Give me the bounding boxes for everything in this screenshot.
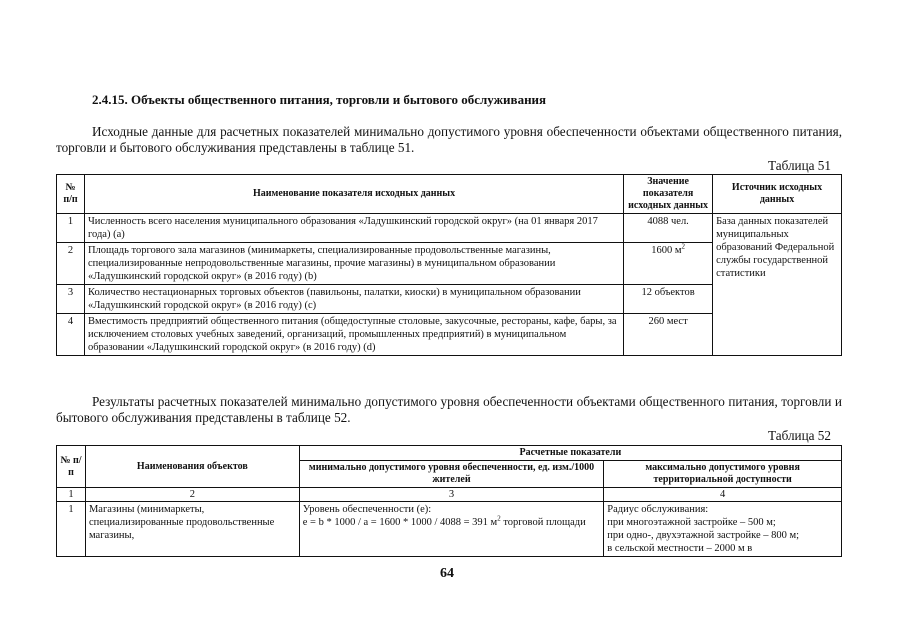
- table51-header-source: Источник исходных данных: [713, 175, 842, 214]
- table51-header-num: № п/п: [57, 175, 85, 214]
- table-52: [56, 445, 842, 557]
- row-name: Магазины (минимаркеты, специализированные продовольственные магазины,: [85, 502, 299, 557]
- col-number: 3: [299, 488, 604, 502]
- table52-caption: Таблица 52: [768, 428, 831, 443]
- table52-header-max: максимально допустимого уровня территориальной доступности: [604, 461, 842, 488]
- table51-caption: Таблица 51: [768, 158, 831, 173]
- intro-paragraph: Исходные данные для расчетных показателей минимально допустимого уровня обеспеченности объектами общественного питания, торговли и бытового обслуживания представлены в таблице 51.: [56, 124, 842, 155]
- row-min-value: [299, 502, 604, 557]
- table52-header-min: минимально допустимого уровня обеспеченности, ед. изм./1000 жителей: [299, 461, 604, 488]
- row-name: Количество нестационарных торговых объектов (павильоны, палатки, киоски) в муниципальном образовании «Ладушкинский городской округ» (в 2016 году) (c): [84, 285, 623, 314]
- results-paragraph: Результаты расчетных показателей минимально допустимого уровня обеспеченности объектами общественного питания, торговли и бытового обслуживания представлены в таблице 52.: [56, 394, 842, 425]
- table52-header-name: Наименования объектов: [85, 446, 299, 488]
- row-num: 1: [57, 214, 85, 243]
- min-line1: Уровень обеспеченности (e):: [302, 504, 432, 515]
- row-num: 2: [57, 243, 85, 285]
- page-number: 64: [440, 566, 454, 581]
- row-num: 4: [57, 314, 85, 356]
- table52-header-num: № п/п: [57, 446, 86, 488]
- max-line1: Радиус обслуживания:: [607, 504, 709, 515]
- table51-header-name: Наименование показателя исходных данных: [84, 175, 623, 214]
- table51-header-row: [57, 175, 842, 214]
- formula-sup: 2: [497, 514, 501, 523]
- row-num: 1: [57, 502, 86, 557]
- value-text: 1600 м: [651, 245, 682, 256]
- row-num: 3: [57, 285, 85, 314]
- table-row: [57, 502, 842, 557]
- row-name: Численность всего населения муниципального образования «Ладушкинский городской округ» (на 01 января 2017 года) (a): [84, 214, 623, 243]
- table-row: [57, 214, 842, 243]
- col-number: 1: [57, 488, 86, 502]
- max-line3: при одно-, двухэтажной застройке – 800 м;: [607, 530, 800, 541]
- row-value: [624, 243, 713, 285]
- row-value: 12 объектов: [624, 285, 713, 314]
- table52-colnum-row: [57, 488, 842, 502]
- min-formula: [303, 516, 601, 529]
- row-name: Площадь торгового зала магазинов (минимаркеты, специализированные продовольственные магазины, специализированные непродовольственные магазины, прочие магазины) в муниципальном образовании «Ладушкинский городской округ» (в 2016 году) (b): [84, 243, 623, 285]
- formula-tail: торговой площади: [500, 517, 586, 528]
- source-cell: База данных показателей муниципальных образований Федеральной службы государственной статистики: [713, 214, 842, 356]
- section-heading: 2.4.15. Объекты общественного питания, торговли и бытового обслуживания: [92, 92, 547, 107]
- row-max-value: [604, 502, 842, 557]
- row-value: 4088 чел.: [624, 214, 713, 243]
- formula-text: e = b * 1000 / a = 1600 * 1000 / 4088 = 391 м: [302, 517, 498, 528]
- table51-header-value: Значение показателя исходных данных: [624, 175, 713, 214]
- max-line2: при многоэтажной застройке – 500 м;: [607, 517, 776, 528]
- col-number: 2: [85, 488, 299, 502]
- row-name: Вместимость предприятий общественного питания (общедоступные столовые, закусочные, рестораны, кафе, бары, за исключением столовых учебных заведений, организаций, промышленных предприятий) в муниципальном образовании «Ладушкинский городской округ» (в 2016 году) (d): [84, 314, 623, 356]
- col-number: 4: [604, 488, 842, 502]
- table-51: [56, 174, 842, 356]
- table52-header-group: Расчетные показатели: [299, 446, 841, 461]
- table52-header-row: [57, 446, 842, 461]
- max-line4: в сельской местности – 2000 м в: [607, 543, 753, 554]
- row-value: 260 мест: [624, 314, 713, 356]
- value-sup: 2: [681, 242, 685, 251]
